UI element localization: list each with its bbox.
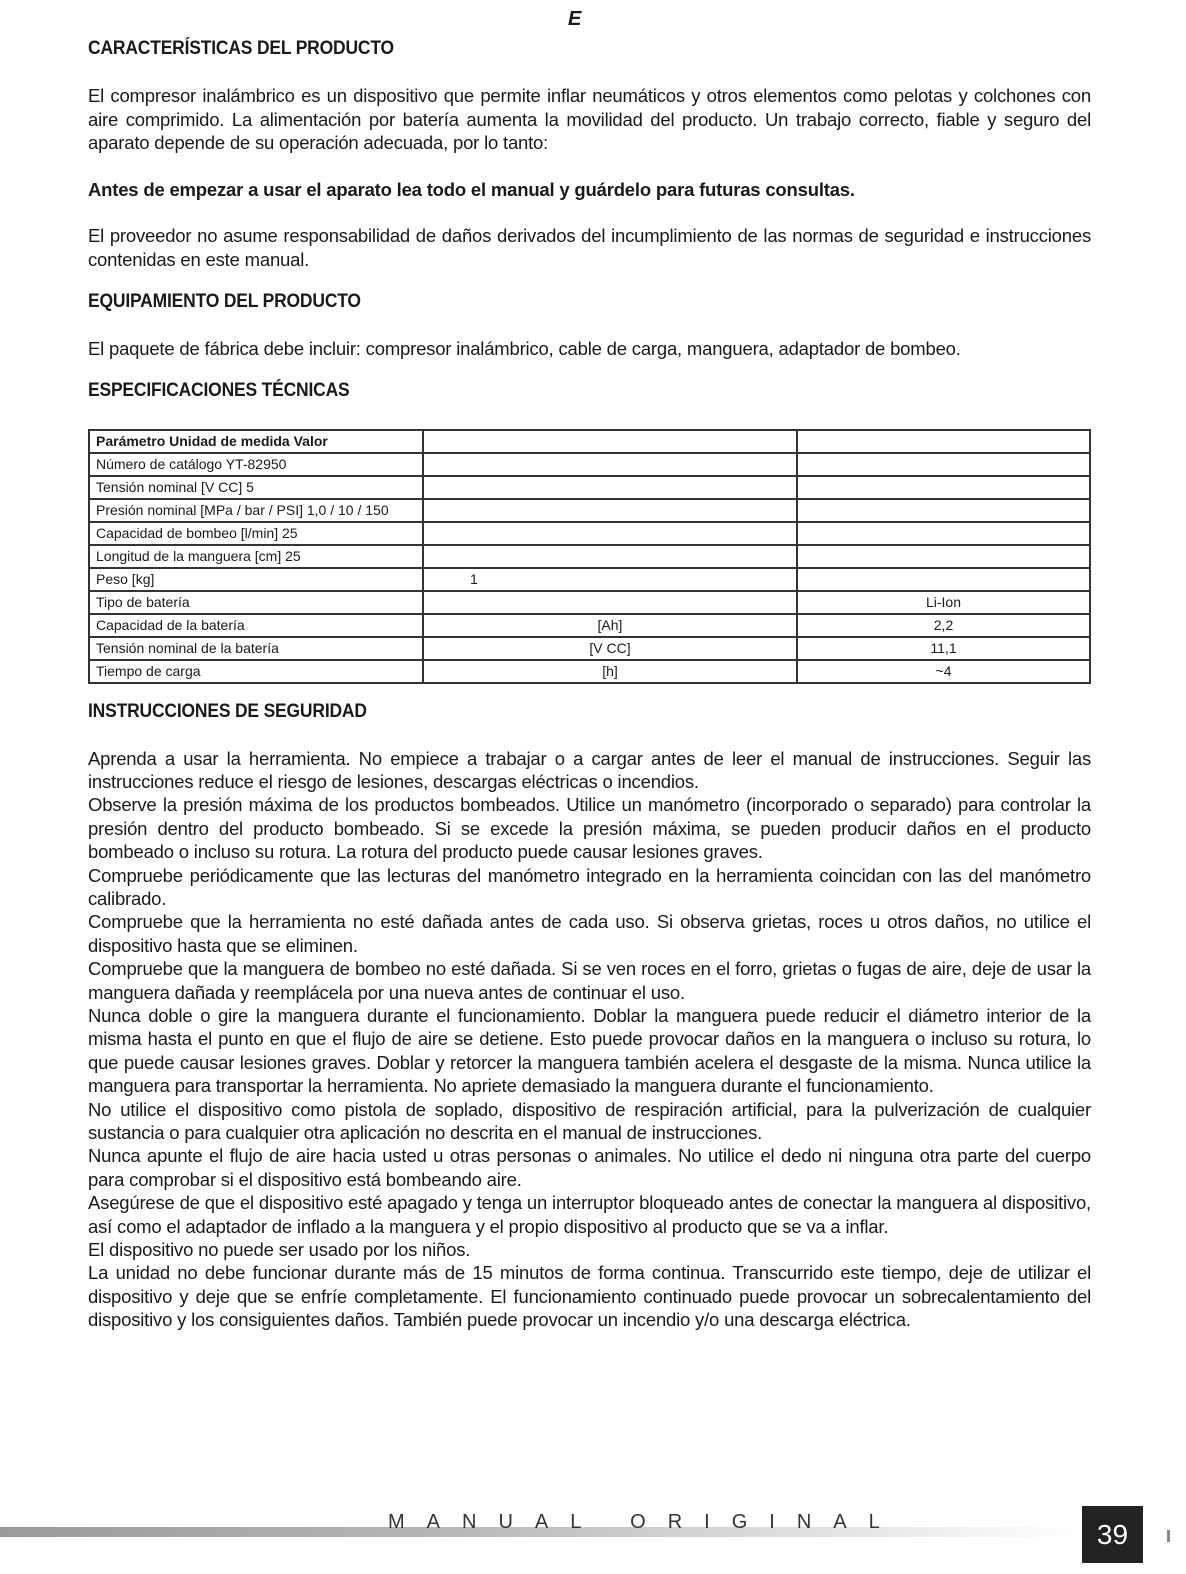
page-number: 39 — [1082, 1506, 1143, 1563]
table-row — [89, 453, 1090, 476]
table-row — [89, 430, 1090, 453]
table-cell: ~4 — [797, 660, 1090, 683]
equipamiento-paragraph: El paquete de fábrica debe incluir: compresor inalámbrico, cable de carga, manguera, adaptador de bombeo. — [88, 338, 961, 359]
table-cell — [423, 591, 797, 614]
safety-paragraph: Compruebe que la manguera de bombeo no esté dañada. Si se ven roces en el forro, grietas o fugas de aire, deje de usar la manguera dañada y reemplácela por una nueva antes de continuar el uso. — [88, 958, 1091, 1003]
safety-paragraph: No utilice el dispositivo como pistola de soplado, dispositivo de respiración artificial, para la pulverización de cualquier sustancia o para cualquier otra aplicación no descrita en el manual de instrucciones. — [88, 1098, 1091, 1143]
table-cell — [423, 453, 797, 476]
table-row — [89, 476, 1090, 499]
table-cell — [797, 499, 1090, 522]
table-cell — [423, 499, 797, 522]
safety-paragraph: La unidad no debe funcionar durante más de 15 minutos de forma continua. Transcurrido este tiempo, deje de utilizar el dispositivo y deje que se enfríe completamente. El funcionamiento continuado puede provocar un sobrecalentamiento del dispositivo y los consiguientes daños. También puede provocar un incendio y/o una descarga eléctrica. — [88, 1262, 1091, 1331]
table-cell: 2,2 — [797, 614, 1090, 637]
table-row — [89, 614, 1090, 637]
language-marker: E — [568, 8, 582, 30]
safety-instructions — [88, 747, 1091, 1332]
table-cell: [Ah] — [423, 614, 797, 637]
safety-paragraph: Aprenda a usar la herramienta. No empiece a trabajar o a cargar antes de leer el manual de instrucciones. Seguir las instrucciones reduce el riesgo de lesiones, descargas eléctricas o incendios. — [88, 747, 1091, 792]
safety-paragraph: Observe la presión máxima de los productos bombeados. Utilice un manómetro (incorporado o separado) para controlar la presión dentro del producto bombeado. Si se excede la presión máxima, se pueden producir daños en el producto bombeado o incluso su rotura. La rotura del producto puede causar lesiones graves. — [88, 794, 1091, 863]
table-cell — [797, 430, 1090, 453]
safety-paragraph: Compruebe que la herramienta no esté dañada antes de cada uso. Si observa grietas, roces u otros daños, no utilice el dispositivo hasta que se eliminen. — [88, 911, 1091, 956]
table-cell — [797, 522, 1090, 545]
caracteristicas-warning: Antes de empezar a usar el aparato lea todo el manual y guárdelo para futuras consultas. — [88, 178, 855, 200]
table-cell: Tiempo de carga — [89, 660, 423, 683]
table-cell: 1 — [423, 568, 797, 591]
table-cell — [797, 453, 1090, 476]
spec-table — [88, 429, 1091, 684]
table-cell: Tipo de batería — [89, 591, 423, 614]
safety-paragraph: Compruebe periódicamente que las lecturas del manómetro integrado en la herramienta coincidan con las del manómetro calibrado. — [88, 864, 1091, 909]
section-title-equipamiento: EQUIPAMIENTO DEL PRODUCTO — [88, 291, 361, 312]
safety-paragraph: Nunca apunte el flujo de aire hacia usted u otras personas o animales. No utilice el dedo ni ninguna otra parte del cuerpo para comprobar si el dispositivo está bombeando aire. — [88, 1145, 1091, 1190]
table-cell: [V CC] — [423, 637, 797, 660]
table-row — [89, 522, 1090, 545]
table-cell — [797, 476, 1090, 499]
table-cell — [797, 545, 1090, 568]
safety-paragraph: El dispositivo no puede ser usado por los niños. — [88, 1239, 471, 1261]
table-cell — [423, 545, 797, 568]
section-title-caracteristicas: CARACTERÍSTICAS DEL PRODUCTO — [88, 38, 394, 59]
table-cell: Presión nominal [MPa / bar / PSI] 1,0 / 10 / 150 — [89, 499, 423, 522]
table-row — [89, 591, 1090, 614]
table-cell — [423, 522, 797, 545]
footer-manual-original: MANUAL ORIGINAL — [388, 1511, 902, 1533]
table-cell — [423, 476, 797, 499]
table-cell: Peso [kg] — [89, 568, 423, 591]
table-row — [89, 545, 1090, 568]
table-cell — [797, 568, 1090, 591]
page-content — [88, 36, 1091, 1332]
table-cell: 11,1 — [797, 637, 1090, 660]
table-cell: Parámetro Unidad de medida Valor — [89, 430, 423, 453]
table-cell: Longitud de la manguera [cm] 25 — [89, 545, 423, 568]
caracteristicas-paragraph-3: El proveedor no asume responsabilidad de daños derivados del incumplimiento de las normas de seguridad e instrucciones contenidas en este manual. — [88, 225, 1091, 270]
caracteristicas-paragraph-1: El compresor inalámbrico es un dispositivo que permite inflar neumáticos y otros elementos como pelotas y colchones con aire comprimido. La alimentación por batería aumenta la movilidad del producto. Un trabajo correcto, fiable y seguro del aparato depende de su operación adecuada, por lo tanto: — [88, 85, 1091, 153]
edge-mark — [1167, 1530, 1170, 1542]
table-cell: Tensión nominal de la batería — [89, 637, 423, 660]
safety-paragraph: Nunca doble o gire la manguera durante el funcionamiento. Doblar la manguera puede reducir el diámetro interior de la misma hasta el punto en que el flujo de aire se detiene. Esto puede provocar daños en la manguera o incluso su rotura, lo que puede causar lesiones graves. Doblar y retorcer la manguera también acelera el desgaste de la misma. Nunca utilice la manguera para transportar la herramienta. No apriete demasiado la manguera durante el funcionamiento. — [88, 1004, 1091, 1097]
table-row — [89, 499, 1090, 522]
table-row — [89, 660, 1090, 683]
table-row — [89, 568, 1090, 591]
table-cell: [h] — [423, 660, 797, 683]
section-title-seguridad: INSTRUCCIONES DE SEGURIDAD — [88, 700, 367, 722]
safety-paragraph: Asegúrese de que el dispositivo esté apagado y tenga un interruptor bloqueado antes de conectar la manguera al dispositivo, así como el adaptador de inflado a la manguera y el propio dispositivo al producto que se va a inflar. — [88, 1192, 1091, 1237]
table-cell: Número de catálogo YT-82950 — [89, 453, 423, 476]
table-cell — [423, 430, 797, 453]
table-cell: Li-Ion — [797, 591, 1090, 614]
table-row — [89, 637, 1090, 660]
section-title-especificaciones: ESPECIFICACIONES TÉCNICAS — [88, 379, 350, 401]
table-cell: Capacidad de la batería — [89, 614, 423, 637]
table-cell: Tensión nominal [V CC] 5 — [89, 476, 423, 499]
table-cell: Capacidad de bombeo [l/min] 25 — [89, 522, 423, 545]
